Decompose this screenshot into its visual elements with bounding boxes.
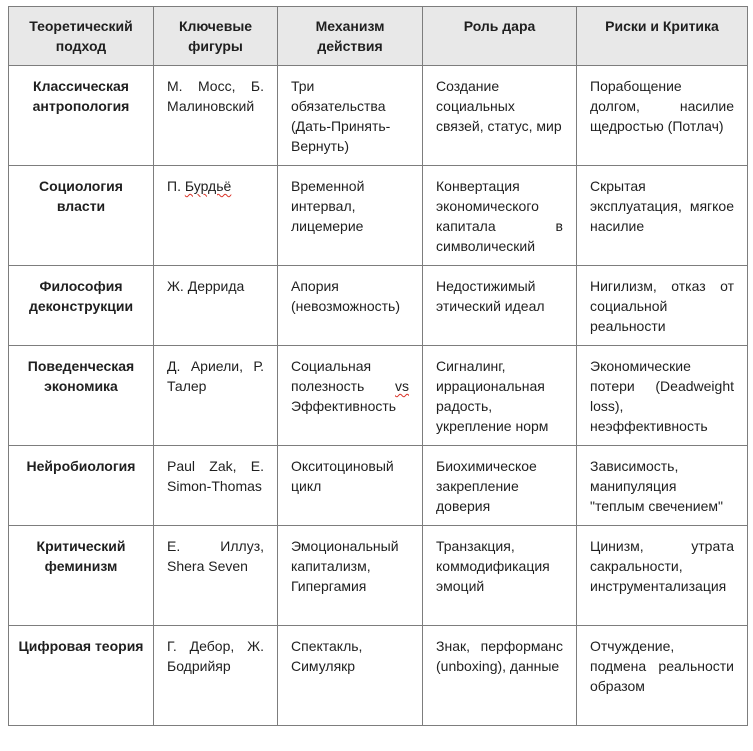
table-row [9,66,748,166]
cell-role: Сигналинг, иррациональная радость, укрепление норм [423,346,577,446]
header-mechanism: Механизм действия [278,7,423,66]
header-approach: Теоретический подход [9,7,154,66]
cell-approach: Цифровая теория [9,626,154,726]
cell-mechanism: Три обязательства (Дать-Принять-Вернуть) [278,66,423,166]
cell-figures: Ж. Деррида [154,266,278,346]
cell-figures: Д. Ариели, Р. Талер [154,346,278,446]
cell-mechanism: Апория (невозможность) [278,266,423,346]
cell-role: Биохимическое закрепление доверия [423,446,577,526]
cell-mechanism: Окситоциновый цикл [278,446,423,526]
cell-mechanism: Эмоциональный капитализм, Гипергамия [278,526,423,626]
cell-approach: Критический феминизм [9,526,154,626]
header-risks: Риски и Критика [577,7,748,66]
table-row [9,446,748,526]
table-row [9,626,748,726]
cell-figures: Е. Иллуз, Shera Seven [154,526,278,626]
theories-table [8,6,748,726]
spellcheck-flagged-word[interactable]: Бурдьё [184,178,232,194]
cell-risks: Цинизм, утрата сакральности, инструментализация [577,526,748,626]
cell-mechanism [278,346,423,446]
cell-figures: Paul Zak, E. Simon-Thomas [154,446,278,526]
cell-figures: Г. Дебор, Ж. Бодрийяр [154,626,278,726]
cell-role: Недостижимый этический идеал [423,266,577,346]
cell-role: Транзакция, коммодификация эмоций [423,526,577,626]
table-row [9,346,748,446]
cell-role: Знак, перформанс (unboxing), данные [423,626,577,726]
cell-mechanism: Спектакль, Симулякр [278,626,423,726]
cell-figures [154,166,278,266]
table-row [9,526,748,626]
cell-risks: Порабощение долгом, насилие щедростью (Потлач) [577,66,748,166]
header-role: Роль дара [423,7,577,66]
cell-figures: М. Мосс, Б. Малиновский [154,66,278,166]
mechanism-text: Эффективность [291,398,397,414]
table-row [9,266,748,346]
mechanism-text: Социальная полезность [291,358,395,394]
cell-approach: Поведенческая экономика [9,346,154,446]
cell-approach: Философия деконструкции [9,266,154,346]
cell-role: Конвертация экономического капитала в символический [423,166,577,266]
cell-risks: Зависимость, манипуляция "теплым свечением" [577,446,748,526]
cell-approach: Социология власти [9,166,154,266]
cell-risks: Отчуждение, подмена реальности образом [577,626,748,726]
figures-text: П. [167,178,185,194]
table-row [9,166,748,266]
header-figures: Ключевые фигуры [154,7,278,66]
spellcheck-flagged-word[interactable]: vs [395,378,409,394]
cell-approach: Классическая антропология [9,66,154,166]
cell-risks: Экономические потери (Deadweight loss), неэффективность [577,346,748,446]
cell-mechanism: Временной интервал, лицемерие [278,166,423,266]
table-header-row [9,7,748,66]
cell-approach: Нейробиология [9,446,154,526]
cell-risks: Нигилизм, отказ от социальной реальности [577,266,748,346]
cell-risks: Скрытая эксплуатация, мягкое насилие [577,166,748,266]
cell-role: Создание социальных связей, статус, мир [423,66,577,166]
